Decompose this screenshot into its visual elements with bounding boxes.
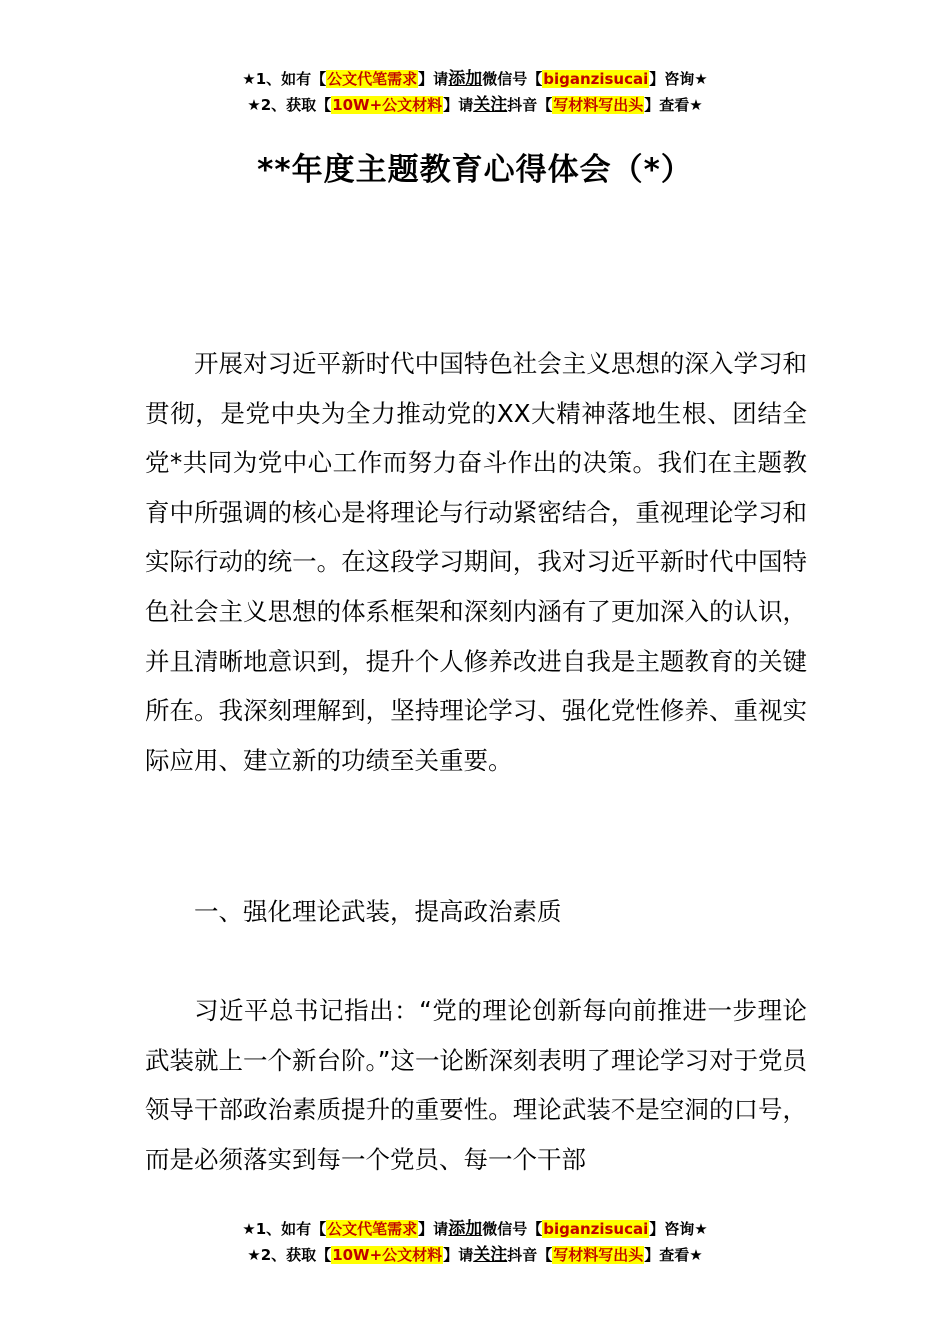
- banner-highlight: 10W+公文材料: [332, 96, 443, 114]
- banner-text: 】咨询★: [649, 1220, 708, 1238]
- banner-text: 抖音【: [507, 96, 553, 114]
- banner-text: 微信号【: [482, 70, 543, 88]
- banner-text: 】请: [443, 96, 474, 114]
- banner-line-1: [0, 1216, 950, 1242]
- banner-underlined: 关注: [473, 1245, 508, 1265]
- banner-text: 】查看★: [644, 96, 703, 114]
- banner-highlight: biganzisucai: [543, 70, 649, 88]
- banner-highlight: 写材料写出头: [553, 1246, 644, 1264]
- banner-line-2: [0, 1242, 950, 1268]
- banner-text: 】查看★: [644, 1246, 703, 1264]
- banner-text: 】请: [418, 70, 449, 88]
- banner-line-1: [0, 66, 950, 92]
- banner-text: ★2、获取【: [247, 96, 332, 114]
- banner-text: 微信号【: [482, 1220, 543, 1238]
- heading-text: 一、强化理论武装，提高政治素质: [194, 897, 562, 926]
- banner-underlined: 关注: [473, 95, 508, 115]
- banner-text: ★1、如有【: [242, 70, 327, 88]
- banner-highlight: 10W+公文材料: [332, 1246, 443, 1264]
- banner-highlight: 公文代笔需求: [327, 70, 418, 88]
- banner-text: ★2、获取【: [247, 1246, 332, 1264]
- paragraph-text: 开展对习近平新时代中国特色社会主义思想的深入学习和贯彻，是党中央为全力推动党的XX大精神落地生根、团结全党*共同为党中心工作而努力奋斗作出的决策。我们在主题教育中所强调的核心是将理论与行动紧密结合，重视理论学习和实际行动的统一。在这段学习期间，我对习近平新时代中国特色社会主义思想的体系框架和深刻内涵有了更加深入的认识，并且清晰地意识到，提升个人修养改进自我是主题教育的关键所在。我深刻理解到，坚持理论学习、强化党性修养、重视实际应用、建立新的功绩至关重要。: [145, 349, 807, 775]
- banner-text: 】咨询★: [649, 70, 708, 88]
- banner-underlined: 添加: [448, 69, 483, 89]
- banner-highlight: 公文代笔需求: [327, 1220, 418, 1238]
- banner-highlight: biganzisucai: [543, 1220, 649, 1238]
- body-paragraph-2: [145, 986, 807, 1184]
- paragraph-text: 习近平总书记指出：“党的理论创新每向前推进一步理论武装就上一个新台阶。”这一论断深刻表明了理论学习对于党员领导干部政治素质提升的重要性。理论武装不是空洞的口号，而是必须落实到每一个党员、每一个干部: [145, 996, 807, 1174]
- banner-text: 】请: [443, 1246, 474, 1264]
- footer-banner: [0, 1216, 950, 1268]
- banner-text: 】请: [418, 1220, 449, 1238]
- section-heading-1: [145, 887, 807, 937]
- document-title: **年度主题教育心得体会（*）: [257, 152, 693, 188]
- banner-underlined: 添加: [448, 1219, 483, 1239]
- header-banner: [0, 66, 950, 118]
- banner-text: 抖音【: [507, 1246, 553, 1264]
- banner-line-2: [0, 92, 950, 118]
- body-paragraph-1: [145, 339, 807, 785]
- banner-text: ★1、如有【: [242, 1220, 327, 1238]
- banner-highlight: 写材料写出头: [553, 96, 644, 114]
